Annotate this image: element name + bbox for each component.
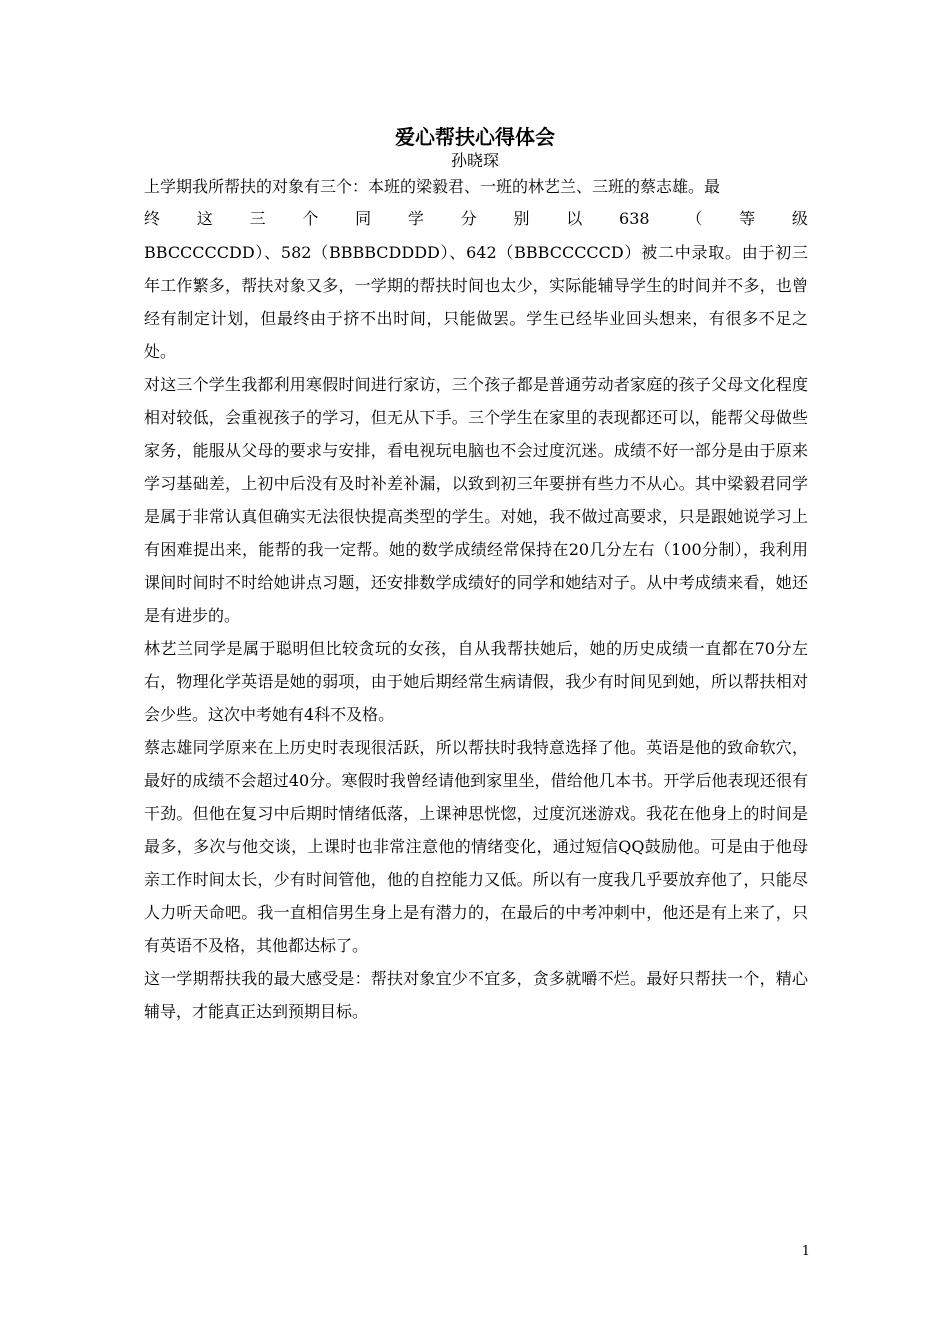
spaced-word: 别 xyxy=(513,209,530,228)
author-name: 孙晓琛 xyxy=(450,151,499,170)
spaced-word: （ xyxy=(686,209,703,228)
spaced-word: 三 xyxy=(249,209,266,228)
paragraph-1-line-1: 上学期我所帮扶的对象有三个：本班的梁毅君、一班的林艺兰、三班的蔡志雄。最 xyxy=(144,177,721,196)
spaced-word: 终 xyxy=(144,209,161,228)
spaced-word: 这 xyxy=(196,209,213,228)
paragraph-5: 这一学期帮扶我的最大感受是：帮扶对象宜少不宜多，贪多就嚼不烂。最好只帮扶一个，精心辅导，才能真正达到预期目标。 xyxy=(144,969,808,1021)
spaced-word: 级 xyxy=(791,209,808,228)
paragraph-1-rest: BBCCCCCDD）、582（BBBBCDDDD）、642（BBBCCCCCD）被二中录取。由于初三年工作繁多，帮扶对象又多，一学期的帮扶时间也太少，实际能辅导学生的时间并不多，也曾经有制定计划，但最终由于挤不出时间，只能做罢。学生已经毕业回头想来，有很多不足之处。 xyxy=(144,243,808,361)
paragraph-3: 林艺兰同学是属于聪明但比较贪玩的女孩，自从我帮扶她后，她的历史成绩一直都在70分左右，物理化学英语是她的弱项，由于她后期经常生病请假，我少有时间见到她，所以帮扶相对会少些。这次中考她有4科不及格。 xyxy=(144,639,808,724)
document-body xyxy=(144,172,808,1028)
spaced-word: 以 xyxy=(566,209,583,228)
paragraph-2: 对这三个学生我都利用寒假时间进行家访，三个孩子都是普通劳动者家庭的孩子父母文化程度相对较低，会重视孩子的学习，但无从下手。三个学生在家里的表现都还可以，能帮父母做些家务，能服从父母的要求与安排，看电视玩电脑也不会过度沉迷。成绩不好一部分是由于原来学习基础差，上初中后没有及时补差补漏，以致到初三年要拼有些力不从心。其中梁毅君同学是属于非常认真但确实无法很快提高类型的学生。对她，我不做过高要求，只是跟她说学习上有困难提出来，能帮的我一定帮。她的数学成绩经常保持在20几分左右（100分制），我利用课间时间时不时给她讲点习题，还安排数学成绩好的同学和她结对子。从中考成绩来看，她还是有进步的。 xyxy=(144,375,808,625)
spaced-word: 同 xyxy=(355,209,372,228)
document-title: 爱心帮扶心得体会 xyxy=(395,125,555,149)
page-number: 1 xyxy=(801,1244,810,1259)
spaced-word: 学 xyxy=(407,209,424,228)
spaced-word: 个 xyxy=(302,209,319,228)
paragraph-1-line-2 xyxy=(144,202,808,236)
spaced-word: 638 xyxy=(619,209,650,228)
paragraph-4: 蔡志雄同学原来在上历史时表现很活跃，所以帮扶时我特意选择了他。英语是他的致命软穴，最好的成绩不会超过40分。寒假时我曾经请他到家里坐，借给他几本书。开学后他表现还很有干劲。但他在复习中后期时情绪低落，上课神思恍惚，过度沉迷游戏。我花在他身上的时间是最多，多次与他交谈，上课时也非常注意他的情绪变化，通过短信QQ鼓励他。可是由于他母亲工作时间太长，少有时间管他，他的自控能力又低。所以有一度我几乎要放弃他了，只能尽人力听天命吧。我一直相信男生身上是有潜力的，在最后的中考冲刺中，他还是有上来了，只有英语不及格，其他都达标了。 xyxy=(144,738,808,955)
spaced-word: 等 xyxy=(739,209,756,228)
spaced-word: 分 xyxy=(460,209,477,228)
